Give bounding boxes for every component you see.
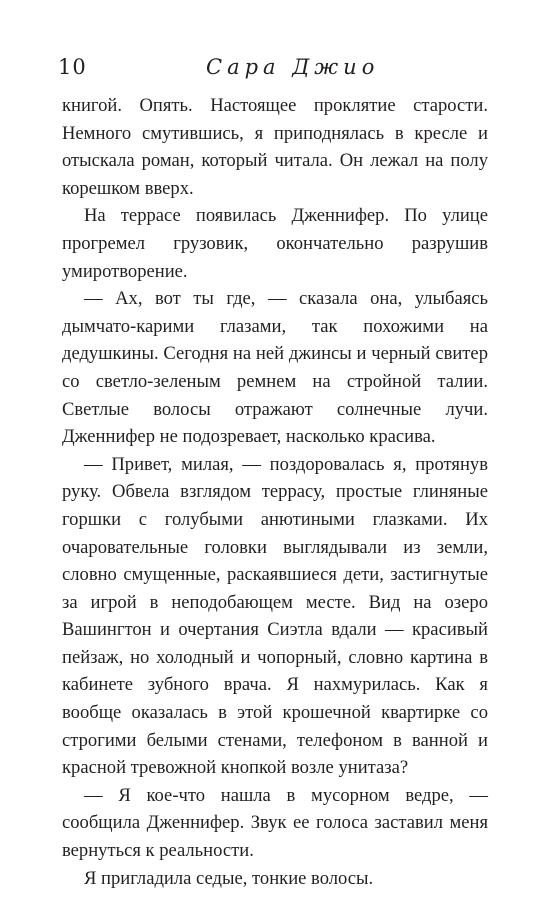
paragraph-continuation: книгой. Опять. Настоящее проклятие старости. Немного смутившись, я приподнялась в кресле и отыскала роман, который читала. Он лежал на полу корешком вверх. bbox=[62, 95, 488, 199]
page-number: 10 bbox=[58, 55, 87, 79]
page-header bbox=[58, 52, 488, 82]
paragraph: На террасе появилась Дженнифер. По улице прогремел грузовик, окончательно разрушив умиротворение. bbox=[62, 205, 488, 282]
paragraph: — Ах, вот ты где, — сказала она, улыбаясь дымчато-карими глазами, так похожими на дедушкины. Сегодня на ней джинсы и черный свитер со светло-зеленым ремнем на стройной талии. Светлые волосы отражают солнечные лучи. Дженнифер не подозревает, насколько красива. bbox=[62, 288, 488, 448]
paragraph: Я пригладила седые, тонкие волосы. bbox=[84, 867, 374, 889]
paragraph: — Привет, милая, — поздоровалась я, протянув руку. Обвела взглядом террасу, простые глиняные горшки с голубыми анютиными глазками. Их очаровательные головки выглядывали из земли, словно смущенные, раскаявшиеся дети, застигнутые за игрой в неподобающем месте. Вид на озеро Вашингтон и очертания Сиэтла вдали — красивый пейзаж, но холодный и чопорный, словно картина в кабинете зубного врача. Я нахмурилась. Как я вообще оказалась в этой крошечной квартирке со строгими белыми стенами, телефоном в ванной и красной тревожной кнопкой возле унитаза? bbox=[62, 453, 488, 779]
body-text bbox=[62, 92, 488, 892]
running-head-author: Сара Джио bbox=[206, 55, 380, 79]
paragraph: — Я кое-что нашла в мусорном ведре, — сообщила Дженнифер. Звук ее голоса заставил меня вернуться к реальности. bbox=[62, 784, 488, 862]
